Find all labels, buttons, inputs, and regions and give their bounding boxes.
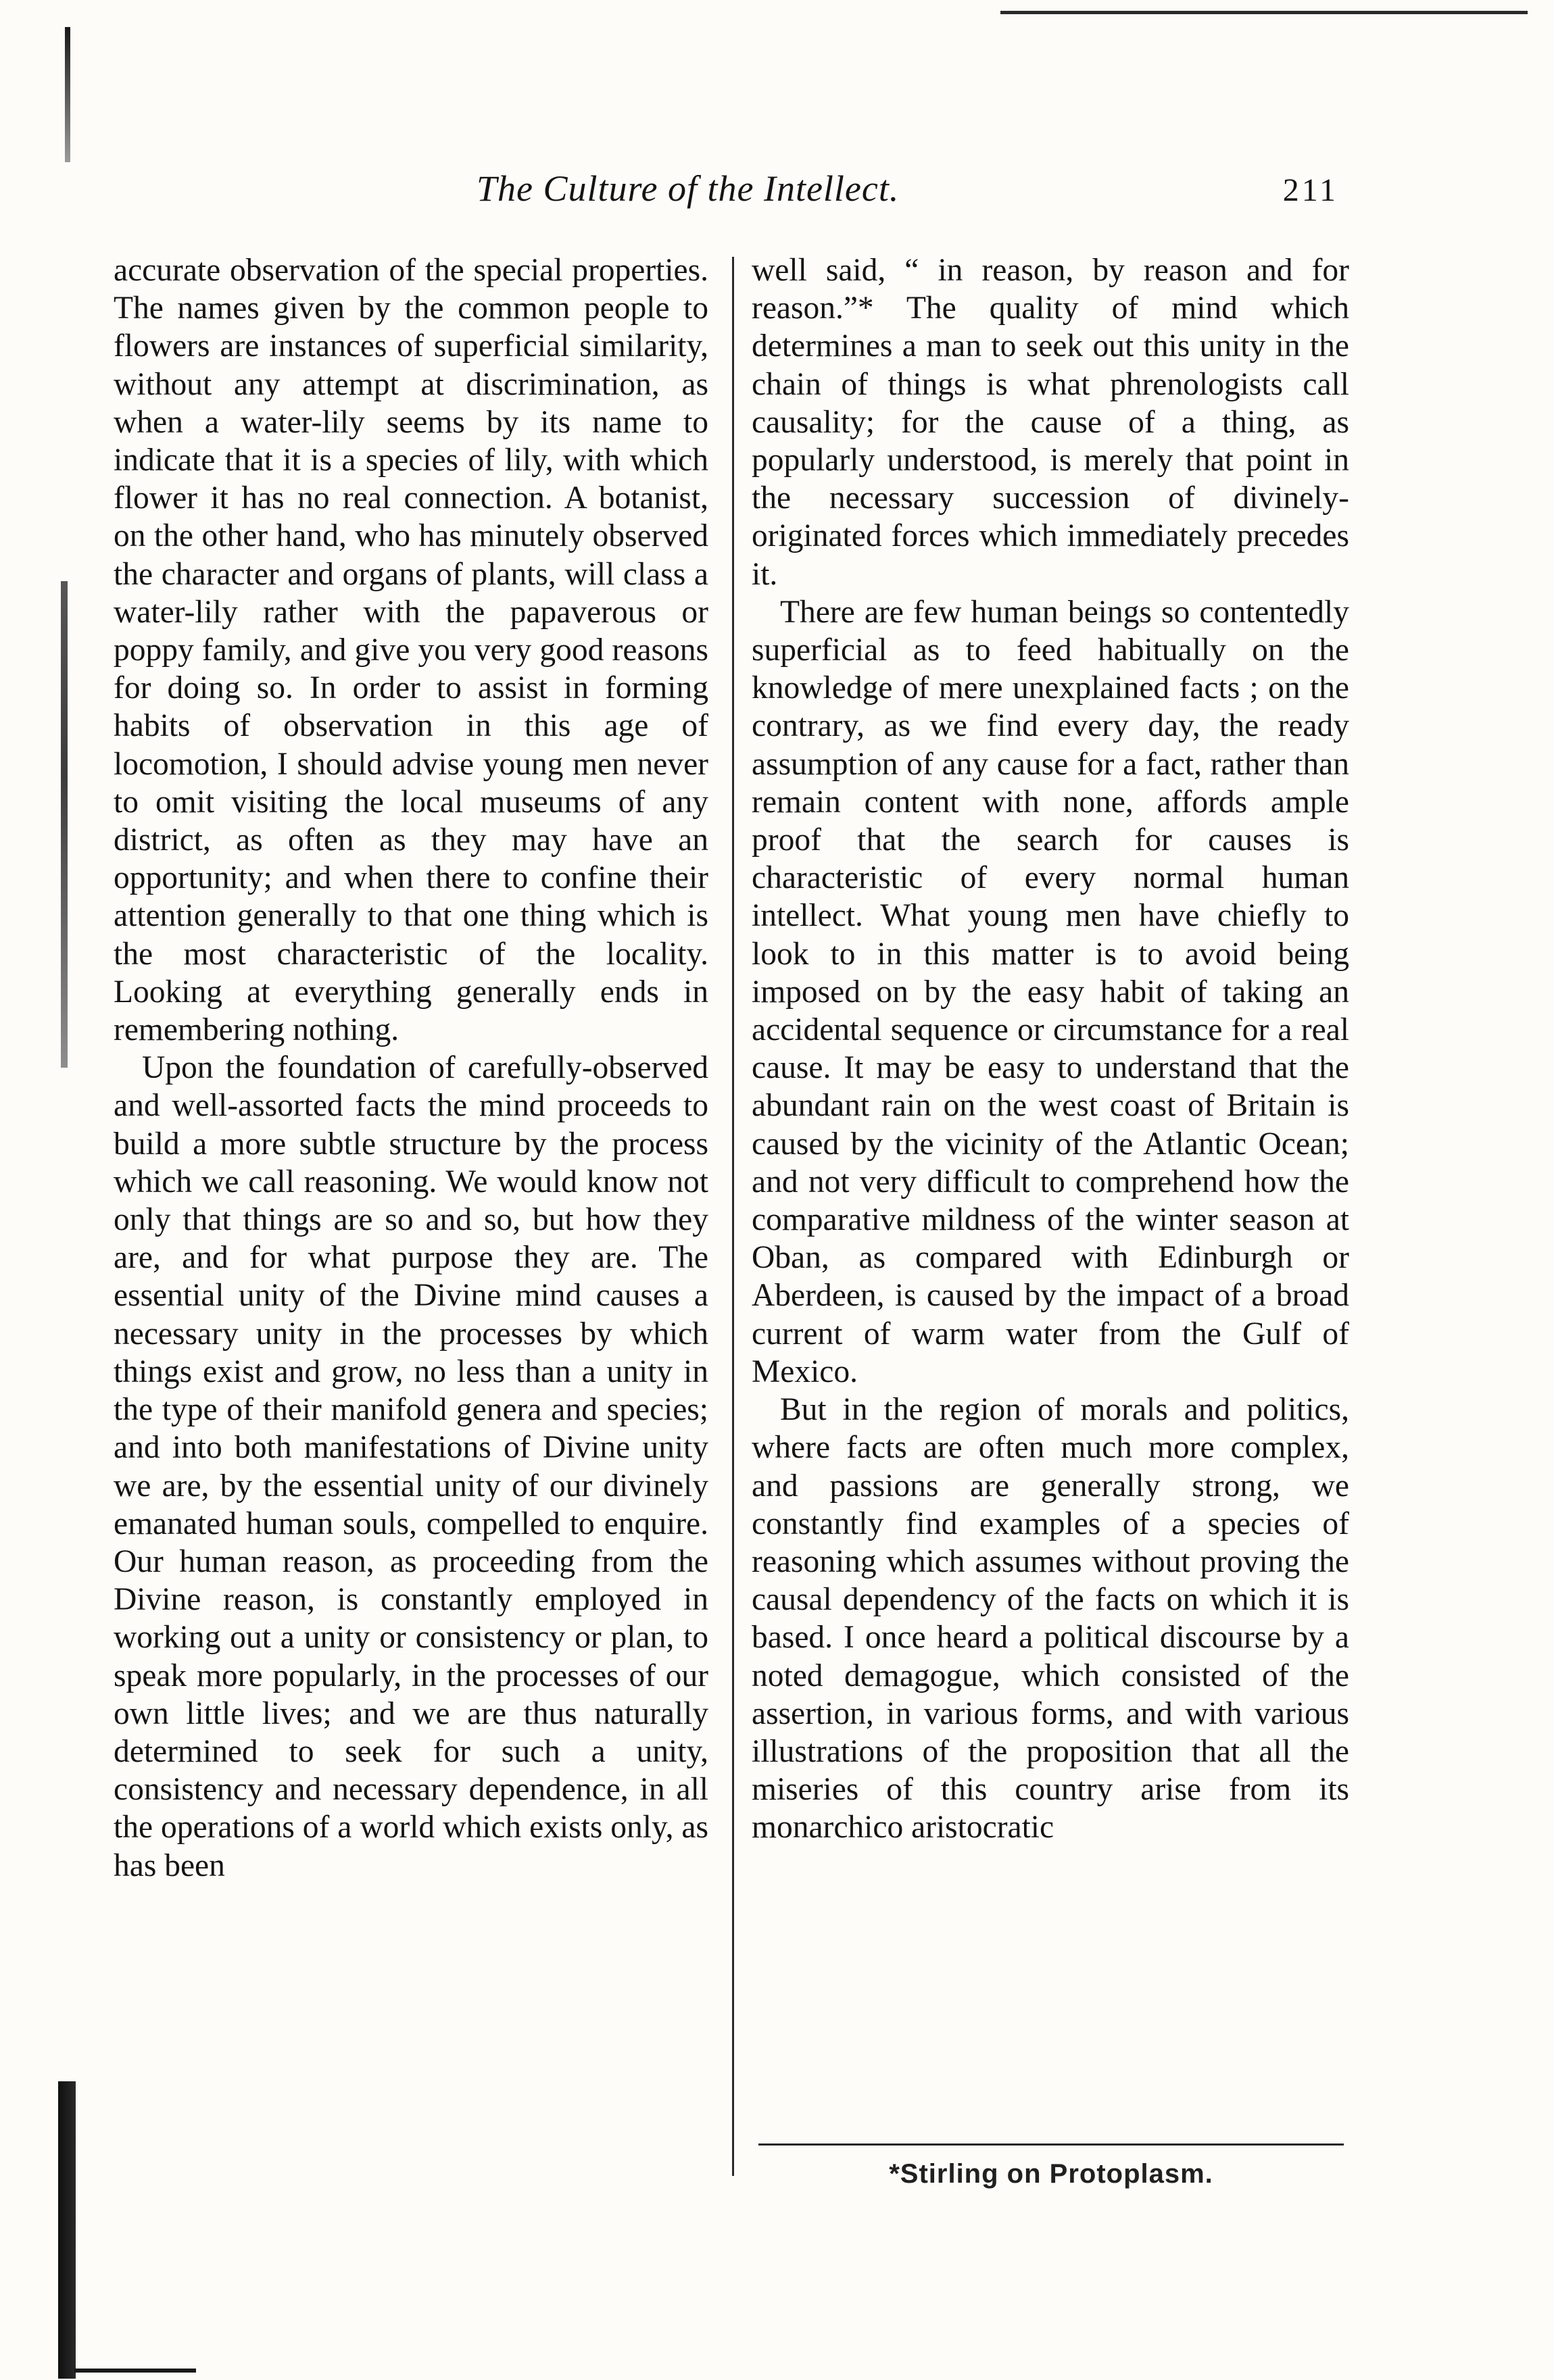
paragraph: Upon the foundation of carefully-observed and well-assorted facts the mind proceeds to build a more subtle structure by the process which we call reasoning. We would know not only that things are so and so, but how they are, and for what purpose they are. The essential unity of the Divine mind causes a necessary unity in the processes by which things exist and grow, no less than a unity in the type of their manifold genera and species; and into both manifestations of Divine unity we are, by the essential unity of our divinely emanated human souls, compelled to enquire. Our human reason, as proceeding from the Divine reason, is constantly employed in working out a unity or consistency or plan, to speak more popularly, in the processes of our own little lives; and we are thus naturally determined to seek for such a unity, consistency and necessary dependence, in all the operations of a world which exists only, as has been — [114, 1050, 708, 1883]
right-column — [752, 251, 1349, 1847]
paragraph: There are few human beings so contentedly superficial as to feed habitually on the knowledge of mere unexplained facts ; on the contrary, as we find every day, the ready assumption of any cause for a fact, rather than remain content with none, affords ample proof that the search for causes is characteristic of every normal human intellect. What young men have chiefly to look to in this matter is to avoid being imposed on by the easy habit of taking an accidental sequence or circumstance for a real cause. It may be easy to understand that the abundant rain on the west coast of Britain is caused by the vicinity of the Atlantic Ocean; and not very difficult to comprehend how the comparative mildness of the winter season at Oban, as compared with Edinburgh or Aberdeen, is caused by the impact of a broad current of warm water from the Gulf of Mexico. — [752, 594, 1349, 1389]
paragraph: But in the region of morals and politics, where facts are often much more complex, and passions are generally strong, we constantly find examples of a species of reasoning which assumes without proving the causal dependency of the facts on which it is based. I once heard a political discourse by a noted demagogue, which consisted of the assertion, in various forms, and with various illustrations of the proposition that all the miseries of this country arise from its monarchico aristocratic — [752, 1392, 1349, 1845]
running-head — [115, 168, 1352, 222]
page-number: 211 — [1282, 172, 1338, 208]
bottom-edge-mark — [74, 2369, 196, 2373]
column-divider — [732, 257, 734, 2176]
binding-shadow-lower — [58, 2081, 76, 2379]
binding-shadow — [61, 581, 68, 1068]
footnote: *Stirling on Protoplasm. — [889, 2159, 1213, 2189]
scan-edge-mark — [65, 27, 70, 162]
paragraph: well said, “ in reason, by reason and for reason.”* The quality of mind which determines a man to seek out this unity in the chain of things is what phrenologists call causality; for the cause of a thing, as popularly understood, is merely that point in the necessary succession of divinely-originated forces which immediately precedes it. — [752, 253, 1349, 592]
footnote-rule — [758, 2143, 1344, 2146]
paragraph: accurate observation of the special properties. The names given by the common people to flowers are instances of superficial similarity, without any attempt at discrimination, as when a water-lily seems by its name to indicate that it is a species of lily, with which flower it has no real connection. A botanist, on the other hand, who has minutely observed the character and organs of plants, will class a water-lily rather with the papaverous or poppy family, and give you very good reasons for doing so. In order to assist in forming habits of observation in this age of locomotion, I should advise young men never to omit visiting the local museums of any district, as often as they may have an opportunity; and when there to confine their attention generally to that one thing which is the most characteristic of the locality. Looking at everything generally ends in remembering nothing. — [114, 253, 708, 1048]
left-column — [114, 251, 708, 1885]
top-edge-rule — [1000, 0, 1528, 14]
running-title: The Culture of the Intellect. — [477, 168, 900, 209]
